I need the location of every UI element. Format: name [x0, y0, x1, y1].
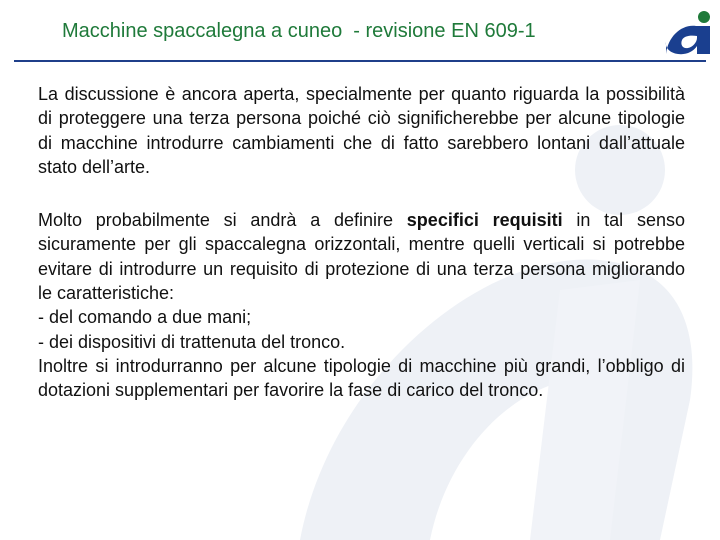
requirements-emphasis: specifici requisiti [406, 210, 563, 231]
list-item-log-retention: - dei dispositivi di trattenuta del tronco. [38, 331, 346, 352]
slide-title: Macchine spaccalegna a cuneo - revisione EN 609-1 [62, 20, 536, 42]
list-item-two-hand-control: - del comando a due mani; [38, 307, 252, 328]
requirements-text: in tal senso sicuramente per gli spaccalegna orizzontali, mentre quelli verticali si potrebbe evitare di introdurre un requisito di protezione di una terza persona migliorando le caratteristiche: [38, 210, 685, 304]
slide-content [38, 82, 685, 403]
paragraph-requirements [38, 208, 685, 402]
title-divider [14, 60, 706, 62]
closing-text: Inoltre si introdurranno per alcune tipologie di macchine più grandi, l’obbligo di dotazioni supplementari per favorire la fase di carico del tronco. [38, 355, 685, 401]
requirements-intro: Molto probabilmente si andrà a definire [38, 210, 407, 231]
paragraph-discussion: La discussione è ancora aperta, specialmente per quanto riguarda la possibilità di proteggere una terza persona poiché ciò significherebbe per alcune tipologie di macchine introdurre cambiamenti che di fatto sarebbero lontani dall’attuale stato dell’arte. [38, 84, 685, 177]
company-logo-icon [664, 8, 714, 56]
